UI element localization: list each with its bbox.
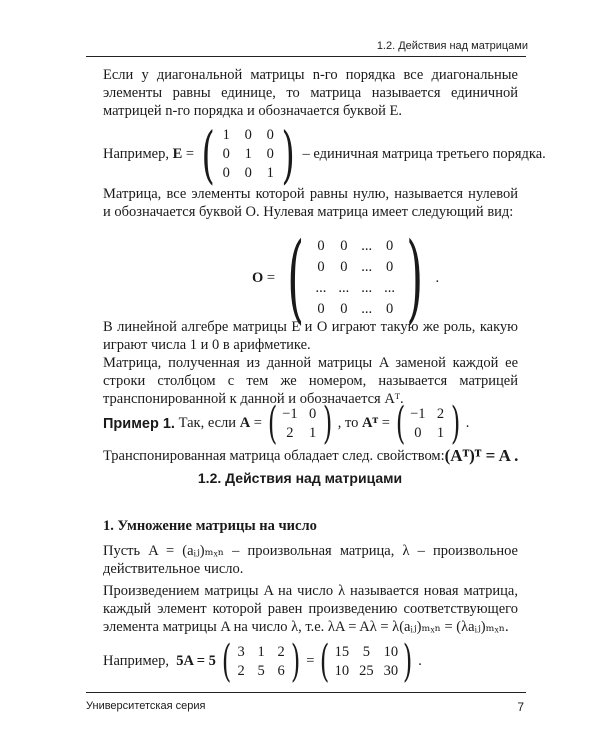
matrix-at: ( −1 2 0 1 ): [395, 398, 460, 449]
zero-end: .: [435, 269, 440, 286]
matrix-at-cell: −1: [410, 405, 426, 422]
example-1-text: Так, если: [178, 415, 237, 431]
matrix-r-cell: 10: [334, 662, 350, 679]
identity-matrix-cell: 1: [222, 127, 230, 143]
identity-matrix-cell: 0: [222, 146, 230, 162]
transpose-property: [103, 446, 518, 466]
zero-matrix-cell: 0: [340, 301, 348, 317]
page-number: 7: [517, 700, 524, 714]
zero-matrix-cell: ...: [361, 301, 373, 317]
zero-matrix-cell: 0: [317, 259, 325, 275]
identity-example: [103, 118, 546, 191]
zero-matrix-cell: ...: [384, 280, 396, 296]
transpose-property-text: Транспонированная матрица обладает след. свойством:: [103, 447, 445, 464]
header-rule: [86, 56, 526, 57]
identity-matrix-cell: 0: [222, 165, 230, 181]
identity-matrix-cell: 0: [244, 165, 252, 181]
paragraph-let: Пусть A = (aᵢⱼ)ₘₓₙ – произвольная матрица, λ – произвольное действительное число.: [103, 543, 518, 577]
example-1-symbol: A: [239, 415, 251, 431]
matrix-m-cell: 2: [277, 643, 285, 660]
example-1-mid: , то: [337, 415, 359, 431]
matrix-m: ( 3 1 2 2 5 6 ): [221, 636, 301, 687]
running-head: 1.2. Действия над матрицами: [376, 40, 528, 52]
matrix-r-cell: 15: [334, 643, 350, 660]
matrix-r: ( 15 5 10 10 25 30 ): [320, 636, 413, 687]
matrix-a-cell: 1: [308, 424, 317, 441]
example-1-symbol-t: Aᵀ: [362, 415, 379, 431]
identity-example-lead: Например,: [103, 146, 169, 162]
scalar-example-lead: Например,: [103, 653, 169, 669]
identity-symbol: E: [172, 146, 183, 162]
identity-matrix-cell: 0: [266, 146, 274, 162]
scalar-example-lhs: 5A = 5: [176, 653, 216, 669]
matrix-a: ( −1 0 2 1 ): [267, 398, 332, 449]
paragraph-role: В линейной алгебре матрицы E и O играют такую же роль, какую играют числа 1 и 0 в арифметике.: [103, 319, 518, 353]
footer-series: Университетская серия: [86, 700, 206, 712]
scalar-example-end: .: [418, 653, 422, 669]
example-1: [103, 398, 469, 449]
section-title: 1.2. Действия над матрицами: [197, 470, 403, 486]
example-1-end: .: [465, 415, 470, 431]
example-1-eq-2: =: [381, 415, 390, 431]
matrix-m-cell: 2: [237, 662, 245, 679]
zero-matrix-cell: 0: [385, 238, 394, 254]
matrix-r-cell: 30: [383, 662, 399, 679]
zero-matrix-cell: 0: [317, 301, 325, 317]
matrix-m-cell: 3: [237, 643, 245, 660]
matrix-at-cell: 0: [414, 424, 422, 441]
zero-matrix-cell: 0: [317, 238, 325, 254]
example-1-label: Пример 1.: [103, 415, 175, 432]
paragraph-identity-def: Если у диагональной матрицы n-го порядка все диагональные элементы равны единице, то матрица называется единичной матрицей n-го порядка и обозначается буквой E.: [103, 67, 518, 119]
zero-matrix: ( 0 0 ... 0 0 0 ... 0 ... ... ... ... 0 0 ... 0 ): [287, 222, 424, 334]
matrix-a-cell: 0: [308, 405, 317, 422]
identity-matrix-cell: 0: [266, 127, 274, 143]
zero-matrix-cell: ...: [315, 280, 327, 296]
matrix-a-cell: 2: [286, 424, 294, 441]
paragraph-zero-def: Матрица, все элементы которой равны нулю, называется нулевой и обозначается буквой O. Нулевая матрица имеет следующий вид:: [103, 186, 518, 220]
transpose-property-formula: (Aᵀ)ᵀ = A .: [444, 446, 519, 465]
zero-matrix-cell: 0: [340, 238, 348, 254]
matrix-at-cell: 1: [436, 424, 445, 441]
identity-matrix-cell: 1: [244, 146, 252, 162]
zero-symbol: O: [252, 269, 264, 286]
zero-matrix-cell: ...: [361, 238, 373, 254]
matrix-at-cell: 2: [436, 405, 445, 422]
matrix-r-cell: 5: [362, 643, 370, 660]
example-1-eq: =: [253, 415, 262, 431]
matrix-m-cell: 1: [257, 643, 265, 660]
identity-matrix: ( 1 0 0 0 1 0 0 0 1 ): [201, 118, 296, 191]
identity-matrix-cell: 0: [244, 127, 252, 143]
scalar-example-eq: =: [306, 653, 315, 669]
paragraph-transpose-def: Матрица, полученная из данной матрицы A заменой каждой ее строки столбцом с тем же номером, называется матрицей транспонированной к данной и обозначается Aᵀ.: [103, 355, 518, 407]
zero-matrix-cell: 0: [340, 259, 348, 275]
identity-eq: =: [185, 146, 195, 162]
zero-matrix-cell: ...: [338, 280, 350, 296]
matrix-a-cell: −1: [282, 405, 298, 422]
zero-matrix-cell: ...: [361, 259, 373, 275]
footer-rule: [86, 692, 526, 693]
scalar-example: [103, 636, 422, 687]
identity-matrix-cell: 1: [266, 165, 274, 181]
paragraph-scalar-def: Произведением матрицы A на число λ называется новая матрица, каждый элемент которой равен произведению соответствующего элемента матрицы A на число λ, т.е. λA = Aλ = λ(aᵢⱼ)ₘₓₙ = (λaᵢⱼ)ₘₓₙ.: [103, 583, 518, 635]
zero-matrix-cell: 0: [385, 301, 394, 317]
matrix-r-cell: 25: [359, 662, 374, 679]
matrix-r-cell: 10: [383, 643, 399, 660]
subsection-title: 1. Умножение матрицы на число: [103, 518, 317, 534]
zero-eq: =: [266, 269, 276, 286]
identity-example-tail: – единичная матрица третьего порядка.: [302, 146, 546, 162]
matrix-m-cell: 6: [277, 662, 285, 679]
matrix-m-cell: 5: [257, 662, 265, 679]
zero-matrix-cell: ...: [361, 280, 373, 296]
zero-matrix-cell: 0: [385, 259, 394, 275]
